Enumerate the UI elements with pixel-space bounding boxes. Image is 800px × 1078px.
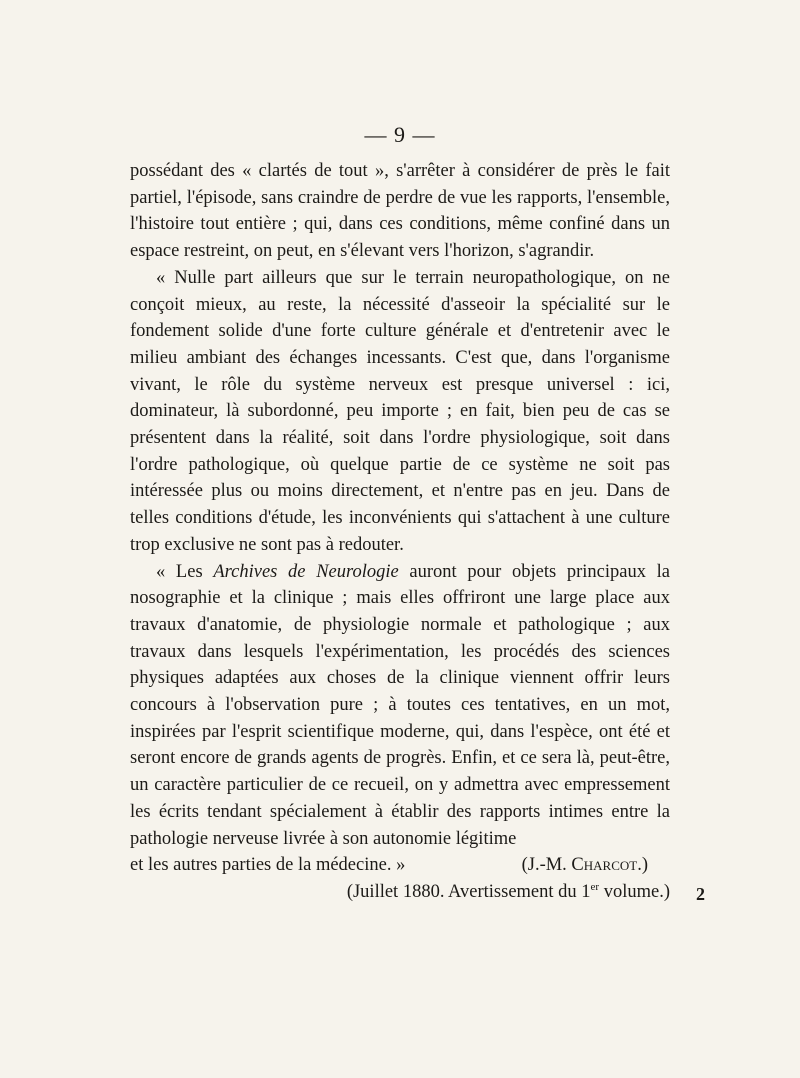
date-suffix: volume.) bbox=[599, 881, 670, 902]
paragraph-3-lead: « Les bbox=[156, 561, 214, 582]
paragraph-3-body: auront pour objets principaux la nosographie et la clinique ; mais elles offriront une large place aux travaux d'anatomie, de physiologie normale et pathologique ; aux travaux dans lesquels l'expérimentation, les procédés des sciences physiques adaptées aux choses de la clinique viennent offrir leurs concours à l'observation pure ; à toutes ces tentatives, en un mot, inspirées par l'esprit scientifique moderne, qui, dans l'espèce, ont été et seront encore de grands agents de progrès. Enfin, et ce sera là, peut-être, un caractère particulier de ce recueil, on y admettra avec empressement les écrits tendant spécialement à établir des rapports intimes entre la pathologie nerveuse livrée à son autonomie légitime bbox=[130, 561, 670, 849]
closing-line bbox=[130, 852, 670, 879]
printer-signature: 2 bbox=[696, 884, 705, 904]
paragraph-2: « Nulle part ailleurs que sur le terrain neuropathologique, on ne conçoit mieux, au reste, la nécessité d'asseoir la spécialité sur le fondement solide d'une forte culture générale et d'entretenir avec le milieu ambiant des échanges incessants. C'est que, dans l'organisme vivant, le rôle du système nerveux est presque universel : ici, dominateur, là subordonné, peu importe ; en fait, bien peu de cas se présentent dans la réalité, soit dans l'ordre physiologique, soit dans l'ordre pathologique, où quelque partie de ce système ne soit pas intéressée plus ou moins directement, et n'entre pas en jeu. Dans de telles conditions d'étude, les inconvénients qui s'attachent à une culture trop exclusive ne sont pas à redouter. bbox=[130, 267, 670, 555]
date-prefix: (Juillet 1880. Avertissement du 1 bbox=[346, 881, 591, 902]
journal-title: Archives de Neurologie bbox=[213, 561, 399, 582]
closing-text: et les autres parties de la médecine. » bbox=[130, 855, 406, 876]
body-text bbox=[130, 158, 670, 906]
date-superscript: er bbox=[590, 880, 600, 893]
page-number: — 9 — bbox=[364, 122, 436, 147]
author-attribution: (J.-M. Charcot.) bbox=[521, 855, 648, 876]
date-line bbox=[130, 879, 670, 906]
paragraph-1: possédant des « clartés de tout », s'arrêter à considérer de près le fait partiel, l'épisode, sans craindre de perdre de vue les rapports, l'ensemble, l'histoire tout entière ; qui, dans ces conditions, même confiné dans un espace restreint, on peut, en s'élevant vers l'horizon, s'agrandir. bbox=[130, 161, 670, 262]
paragraph-3 bbox=[130, 559, 670, 853]
